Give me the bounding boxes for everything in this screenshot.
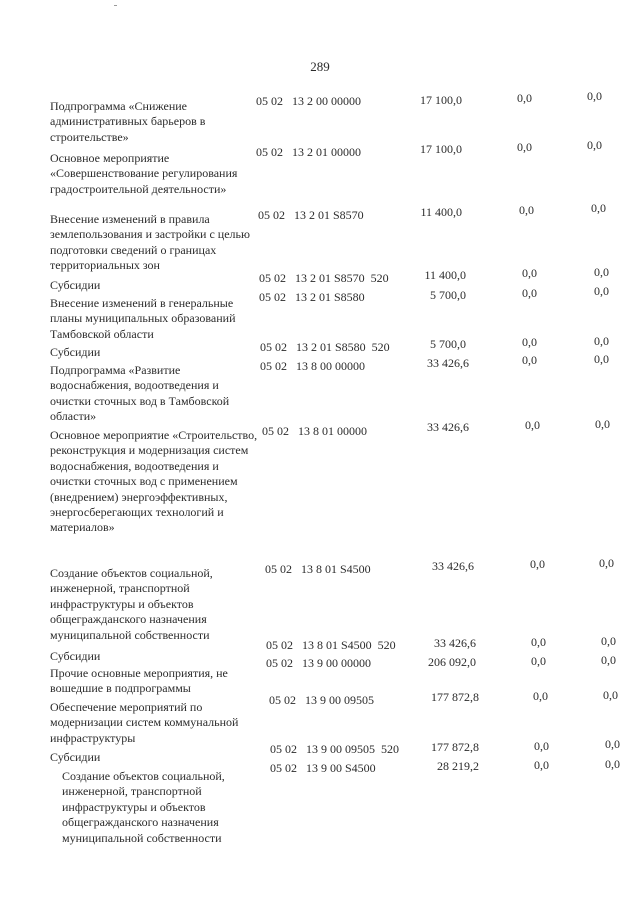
row-value-1: 0,0 <box>534 758 549 772</box>
row-value-2: 0,0 <box>594 352 609 366</box>
row-code: 05 02 13 2 01 00000 <box>256 145 361 159</box>
row-code: 05 02 13 8 01 S4500 520 <box>266 638 396 652</box>
row-value-2: 0,0 <box>587 138 602 152</box>
row-amount: 177 872,8 <box>431 740 479 754</box>
row-amount: 33 426,6 <box>427 356 469 370</box>
row-value-1: 0,0 <box>522 353 537 367</box>
row-description: Основное мероприятие «Совершенствование регулирования градостроительной деятельности» <box>50 151 238 196</box>
row-value-2: 0,0 <box>594 265 609 279</box>
row-amount: 33 426,6 <box>434 636 476 650</box>
row-code: 05 02 13 9 00 S4500 <box>270 761 376 775</box>
row-description: Подпрограмма «Развитие водоснабжения, водоотведения и очистки сточных вод в Тамбовской области» <box>50 363 230 424</box>
row-description: Создание объектов социальной, инженерной, транспортной инфраструктуры и объектов общегражданского назначения муниципальной собственности <box>50 566 213 642</box>
row-description: Внесение изменений в генеральные планы муниципальных образований Тамбовской области <box>50 296 236 341</box>
row-amount: 17 100,0 <box>420 142 462 156</box>
row-amount: 5 700,0 <box>430 288 466 302</box>
row-code: 05 02 13 2 00 00000 <box>256 94 361 108</box>
row-code: 05 02 13 8 01 00000 <box>262 424 367 438</box>
row-description: Субсидии <box>50 278 101 292</box>
row-code: 05 02 13 8 00 00000 <box>260 359 365 373</box>
row-value-2: 0,0 <box>599 556 614 570</box>
row-description: Создание объектов социальной, инженерной, транспортной инфраструктуры и объектов общегражданского назначения муниципальной собственности <box>62 769 225 845</box>
row-value-2: 0,0 <box>601 653 616 667</box>
row-value-1: 0,0 <box>517 91 532 105</box>
row-value-2: 0,0 <box>591 201 606 215</box>
row-value-1: 0,0 <box>533 689 548 703</box>
row-amount: 28 219,2 <box>437 759 479 773</box>
row-value-2: 0,0 <box>595 417 610 431</box>
row-description: Прочие основные мероприятия, не вошедшие в подпрограммы <box>50 666 228 696</box>
row-value-1: 0,0 <box>517 140 532 154</box>
row-code: 05 02 13 2 01 S8580 <box>259 290 365 304</box>
row-amount: 5 700,0 <box>430 337 466 351</box>
row-value-1: 0,0 <box>530 557 545 571</box>
row-code: 05 02 13 9 00 00000 <box>266 656 371 670</box>
row-value-1: 0,0 <box>531 654 546 668</box>
row-value-2: 0,0 <box>603 688 618 702</box>
row-amount: 11 400,0 <box>424 268 466 282</box>
row-amount: 17 100,0 <box>420 93 462 107</box>
row-code: 05 02 13 8 01 S4500 <box>265 562 371 576</box>
row-amount: 33 426,6 <box>432 559 474 573</box>
row-value-2: 0,0 <box>594 284 609 298</box>
row-description: Субсидии <box>50 750 101 764</box>
row-value-1: 0,0 <box>534 739 549 753</box>
row-amount: 206 092,0 <box>428 655 476 669</box>
row-code: 05 02 13 9 00 09505 520 <box>270 742 399 756</box>
row-description: Внесение изменений в правила землепользования и застройки с целью подготовки сведений о границах территориальных зон <box>50 212 250 273</box>
row-value-1: 0,0 <box>531 635 546 649</box>
row-value-2: 0,0 <box>601 634 616 648</box>
page-number: 289 <box>310 59 330 74</box>
row-code: 05 02 13 2 01 S8570 520 <box>259 271 389 285</box>
row-description: Субсидии <box>50 345 101 359</box>
row-value-1: 0,0 <box>522 266 537 280</box>
row-value-1: 0,0 <box>525 418 540 432</box>
row-description: Субсидии <box>50 649 101 663</box>
row-amount: 33 426,6 <box>427 420 469 434</box>
row-code: 05 02 13 2 01 S8570 <box>258 208 364 222</box>
row-amount: 177 872,8 <box>431 690 479 704</box>
row-value-1: 0,0 <box>522 286 537 300</box>
row-description: Подпрограмма «Снижение административных барьеров в строительстве» <box>50 99 206 144</box>
row-value-1: 0,0 <box>519 203 534 217</box>
row-value-2: 0,0 <box>605 737 620 751</box>
row-amount: 11 400,0 <box>420 205 462 219</box>
row-description: Обеспечение мероприятий по модернизации систем коммунальной инфраструктуры <box>50 700 239 745</box>
row-description: Основное мероприятие «Строительство, реконструкция и модернизация систем водоснабжения, водоотведения и очистки сточных вод с применением (внедрением) энергоэффективных, энергосберегающих технологий и материалов» <box>50 428 258 535</box>
row-value-2: 0,0 <box>594 334 609 348</box>
scan-mark <box>114 5 117 6</box>
row-value-1: 0,0 <box>522 335 537 349</box>
row-value-2: 0,0 <box>587 89 602 103</box>
row-value-2: 0,0 <box>605 757 620 771</box>
row-code: 05 02 13 9 00 09505 <box>269 693 374 707</box>
row-code: 05 02 13 2 01 S8580 520 <box>260 340 390 354</box>
